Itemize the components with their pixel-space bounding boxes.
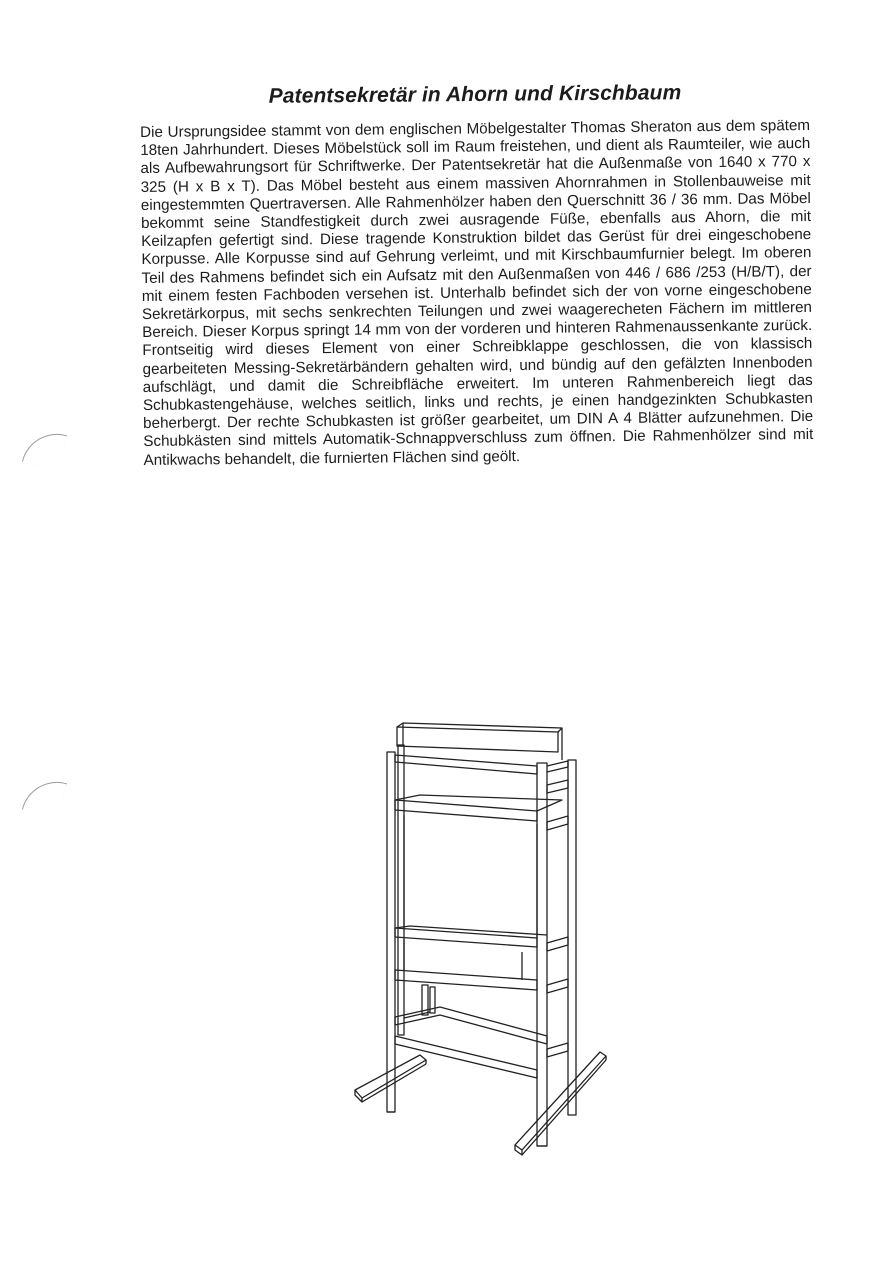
document-title: Patentsekretär in Ahorn und Kirschbaum (268, 81, 682, 108)
punch-hole-mark (22, 774, 67, 819)
secretary-illustration (300, 700, 640, 1170)
secretary-line-drawing (300, 700, 640, 1170)
punch-hole-mark (22, 426, 67, 471)
document-body: Die Ursprungsidee stammt von dem englischen Möbelgestalter Thomas Sheraton aus dem spätem 18ten Jahrhundert. Dieses Möbelstück soll im Raum freistehen, und dient als Raumteiler, wie auch als Aufbewahrungsort für Schriftwerke. Der Patentsekretär hat die Außenmaße von 1640 x 770 x 325 (H x B x T). Das Möbel besteht aus einem massiven Ahornrahmen in Stollenbauweise mit eingestemmten Quertraversen. Alle Rahmenhölzer haben den Querschnitt 36 / 36 mm. Das Möbel bekommt seine Standfestigkeit durch zwei ausragende Füße, ebenfalls aus Ahorn, die mit Keilzapfen gefertigt sind. Diese tragende Konstruktion bildet das Gerüst für drei eingeschobene Korpusse. Alle Korpusse sind auf Gehrung verleimt, und mit Kirschbaumfurnier belegt. Im oberen Teil des Rahmens befindet sich ein Aufsatz mit den Außenmaßen von 446 / 686 /253 (H/B/T), der mit einem festen Fachboden versehen ist. Unterhalb befindet sich der von vorne eingeschobene Sekretärkorpus, mit sechs senkrechten Teilungen und zwei waagerecheten Fächern im mittleren Bereich. Dieser Korpus springt 14 mm von der vorderen und hinteren Rahmenaussenkante zurück. Frontseitig wird dieses Element von einer Schreibklappe geschlossen, die von klassisch gearbeiteten Messing-Sekretärbändern gehalten wird, und bündig auf den gefälzten Innenboden aufschlägt, und damit die Schreibfläche erweitert. Im unteren Rahmenbereich liegt das Schubkastengehäuse, welches seitlich, links und rechts, je einen handgezinkten Schubkasten beherbergt. Der rechte Schubkasten ist größer gearbeitet, um DIN A 4 Blätter aufzunehmen. Die Schubkästen sind mittels Automatik-Schnappverschluss zum öffnen. Die Rahmenhölzer sind mit Antikwachs behandelt, die furnierten Flächen sind geölt. (140, 116, 814, 469)
